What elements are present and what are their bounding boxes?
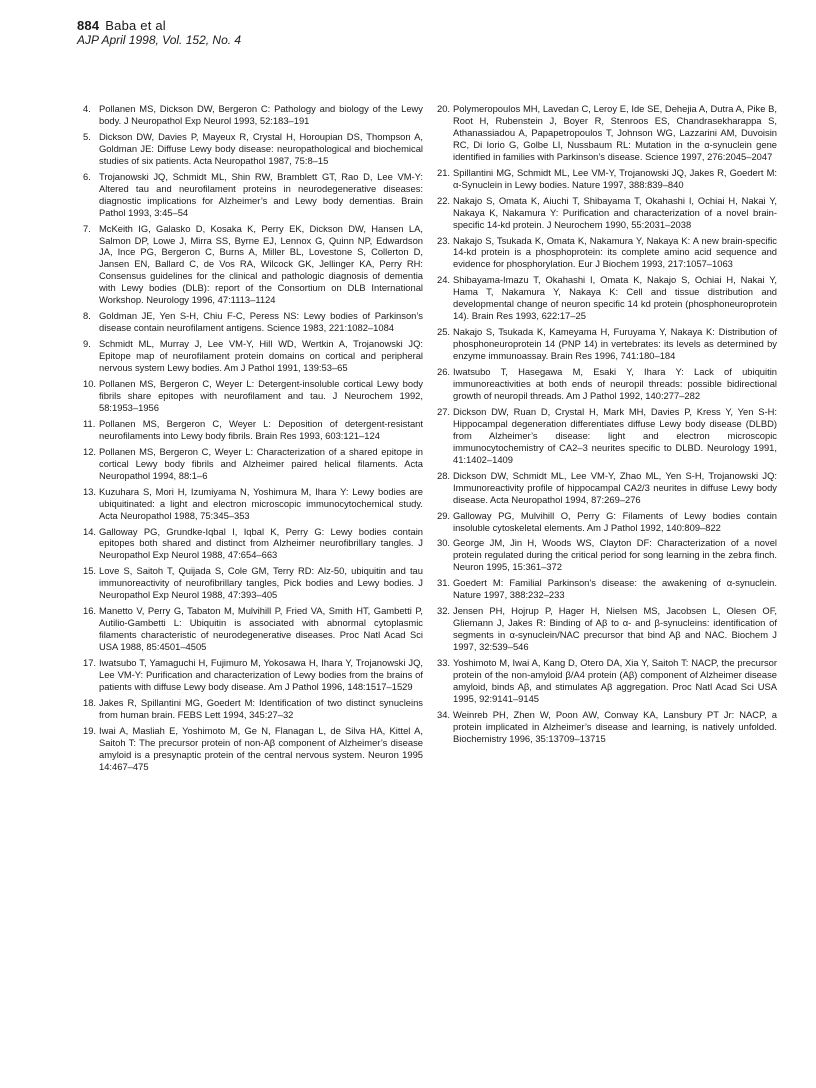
reference-number: 12. [83, 445, 97, 457]
reference-number: 11. [83, 417, 96, 429]
reference-number: 14. [83, 525, 97, 537]
reference-text: Dickson DW, Davies P, Mayeux R, Crystal H, Horoupian DS, Thompson A, Goldman JE: Diffuse Lewy body disease: neuropathological and biochemical studies of six patients. Acta Neuropathol 1987, 75:8–15 [99, 130, 423, 166]
reference-number: 34. [437, 708, 451, 720]
reference-item [83, 446, 423, 482]
reference-text: Pollanen MS, Dickson DW, Bergeron C: Pathology and biology of the Lewy body. J Neuropathol Exp Neurol 1993, 52:183–191 [99, 103, 423, 126]
reference-number: 19. [83, 724, 97, 736]
journal-citation: AJP April 1998, Vol. 152, No. 4 [77, 33, 242, 47]
reference-number: 10. [83, 378, 97, 390]
reference-number: 17. [83, 657, 97, 669]
reference-text: Nakajo S, Tsukada K, Kameyama H, Furuyama Y, Nakaya K: Distribution of phosphoneuroprotein 14 (PNP 14) in vertebrates: its levels as determined by enzyme immunoassay. Brain Res 1996, 741:180–184 [453, 326, 777, 362]
reference-text: Dickson DW, Schmidt ML, Lee VM-Y, Zhao ML, Yen S-H, Trojanowski JQ: Immunoreactivity profile of hippocampal CA2/3 neurites in diffuse Lewy body disease. Acta Neuropathol 1994, 87:269–276 [453, 469, 777, 505]
reference-number: 29. [437, 509, 451, 521]
reference-text: George JM, Jin H, Woods WS, Clayton DF: Characterization of a novel protein regulated during the critical period for song learning in the zebra finch. Neuron 1995, 15:361–372 [453, 537, 777, 573]
header-line [77, 19, 241, 33]
reference-number: 16. [83, 605, 97, 617]
reference-number: 28. [437, 469, 451, 481]
reference-item [83, 171, 423, 219]
page-number: 884 [77, 18, 100, 33]
reference-item [83, 725, 423, 773]
reference-number: 31. [437, 577, 451, 589]
reference-text: McKeith IG, Galasko D, Kosaka K, Perry EK, Dickson DW, Hansen LA, Salmon DP, Lowe J, Mirra SS, Byrne EJ, Lennox G, Quinn NP, Edwardson JA, Ince PG, Bergeron C, Burns A, Miller BL, Lovestone S, Collerton D, Jansen EN, Ballard C, de Vos RA, Wilcock GK, Jellinger KA, Perry RH: Consensus guidelines for the clinical and pathologic diagnosis of dementia with Lewy bodies (DLB): report of the Consortium on DLB International Workshop. Neurology 1996, 47:1113–1124 [99, 222, 423, 306]
reference-item [83, 131, 423, 167]
reference-text: Jakes R, Spillantini MG, Goedert M: Identification of two distinct synucleins from human brain. FEBS Lett 1994, 345:27–32 [99, 696, 423, 720]
reference-item [83, 486, 423, 522]
reference-column-left [83, 103, 423, 777]
reference-number: 6. [83, 170, 91, 182]
reference-item [437, 326, 777, 362]
reference-text: Iwatsubo T, Yamaguchi H, Fujimuro M, Yokosawa H, Ihara Y, Trojanowski JQ, Lee VM-Y: Purification and characterization of Lewy bodies from the brains of patients with diffuse Lewy body disease. Am J Pathol 1996, 148:1517–1529 [99, 657, 423, 692]
reference-item [437, 537, 777, 573]
reference-text: Jensen PH, Hojrup P, Hager H, Nielsen MS, Jacobsen L, Olesen OF, Gliemann J, Jakes R: Binding of Aβ to α- and β-synucleins: identification of segments in α-synuclein/NAC precursor that bind Aβ and NAC. Biochem J 1997, 32:539–546 [453, 605, 777, 653]
reference-item [83, 418, 423, 442]
reference-text: Pollanen MS, Bergeron C, Weyer L: Detergent-insoluble cortical Lewy body fibrils share epitopes with neurofilament and tau. J Neurochem 1992, 58:1953–1956 [99, 378, 423, 413]
reference-number: 25. [437, 326, 451, 338]
reference-number: 5. [83, 130, 91, 142]
reference-item [83, 223, 423, 307]
reference-number: 7. [83, 222, 91, 234]
reference-item [83, 103, 423, 127]
running-header [77, 19, 241, 47]
reference-text: Dickson DW, Ruan D, Crystal H, Mark MH, Davies P, Kress Y, Yen S-H: Hippocampal degeneration differentiates diffuse Lewy body disease (DLBD) from Alzheimer’s disease: light and electron microscopic immunocytochemistry of CA2–3 neurites specific to DLBD. Neurology 1991, 41:1402–1409 [453, 405, 777, 465]
header-authors: Baba et al [105, 18, 166, 33]
reference-text: Love S, Saitoh T, Quijada S, Cole GM, Terry RD: Alz-50, ubiquitin and tau immunoreactivity of neurofibrillary tangles, Pick bodies and Lewy bodies. J Neuropathol Exp Neurol 1988, 47:393–405 [99, 565, 423, 601]
reference-text: Goldman JE, Yen S-H, Chiu F-C, Peress NS: Lewy bodies of Parkinson’s disease contain neurofilament antigens. Science 1983, 221:1082–1084 [99, 310, 423, 334]
reference-number: 27. [437, 405, 451, 417]
reference-item [437, 366, 777, 402]
reference-number: 8. [83, 310, 91, 322]
reference-item [83, 378, 423, 414]
reference-text: Yoshimoto M, Iwai A, Kang D, Otero DA, Xia Y, Saitoh T: NACP, the precursor protein of the non-amyloid β/A4 protein (Aβ) component of Alzheimer disease amyloid, binds Aβ, and stimulates Aβ aggregation. Proc Natl Acad Sci USA 1995, 92:9141–9145 [453, 657, 777, 704]
reference-text: Schmidt ML, Murray J, Lee VM-Y, Hill WD, Wertkin A, Trojanowski JQ: Epitope map of neurofilament protein domains on cortical and peripheral nervous system Lewy bodies. Am J Pathol 1991, 139:53–65 [99, 338, 423, 374]
reference-item [437, 274, 777, 322]
reference-number: 22. [437, 194, 451, 206]
reference-text: Weinreb PH, Zhen W, Poon AW, Conway KA, Lansbury PT Jr: NACP, a protein implicated in Alzheimer’s disease and learning, is natively unfolded. Biochemistry 1996, 35:13709–13715 [453, 708, 777, 744]
reference-number: 32. [437, 605, 451, 617]
reference-number: 15. [83, 565, 97, 577]
reference-item [437, 605, 777, 653]
reference-column-right [437, 103, 777, 749]
reference-item [437, 103, 777, 163]
reference-text: Manetto V, Perry G, Tabaton M, Mulvihill P, Fried VA, Smith HT, Gambetti P, Autilio-Gambetti L: Ubiquitin is associated with abnormal cytoplasmic filaments characteristic of neurodegenerative diseases. Proc Natl Acad Sci USA 1988, 85:4501–4505 [99, 605, 423, 653]
reference-number: 9. [83, 338, 91, 350]
reference-text: Nakajo S, Tsukada K, Omata K, Nakamura Y, Nakaya K: A new brain-specific 14-kd protein is a phosphoprotein: its complete amino acid sequence and evidence for phosphorylation. Eur J Biochem 1993, 217:1057–1063 [453, 234, 777, 270]
reference-number: 21. [437, 166, 451, 178]
reference-text: Trojanowski JQ, Schmidt ML, Shin RW, Bramblett GT, Rao D, Lee VM-Y: Altered tau and neurofilament proteins in neurodegenerative diseases: diagnostic implications for Alzheimer’s and Lewy body dementias. Brain Pathol 1993, 3:45–54 [99, 170, 423, 218]
reference-item [437, 510, 777, 534]
reference-number: 24. [437, 274, 451, 286]
reference-number: 23. [437, 234, 451, 246]
reference-number: 30. [437, 537, 451, 549]
reference-text: Kuzuhara S, Mori H, Izumiyama N, Yoshimura M, Ihara Y: Lewy bodies are ubiquitinated: a light and electron microscopic immunocytochemical study. Acta Neuropathol 1988, 75:345–353 [99, 485, 423, 521]
reference-item [437, 709, 777, 745]
reference-item [437, 470, 777, 506]
reference-item [437, 195, 777, 231]
reference-item [83, 697, 423, 721]
reference-text: Polymeropoulos MH, Lavedan C, Leroy E, Ide SE, Dehejia A, Dutra A, Pike B, Root H, Rubenstein J, Boyer R, Stenroos ES, Chandrasekharappa S, Athanassiadou A, Papapetropoulos T, Johnson WG, Lazzarini AM, Duvoisin RC, Di Iorio G, Golbe LI, Nussbaum RL: Mutation in the α-synuclein gene identified in families with Parkinson’s disease. Science 1997, 276:2045–2047 [453, 103, 777, 162]
reference-item [83, 657, 423, 693]
reference-text: Galloway PG, Mulvihill O, Perry G: Filaments of Lewy bodies contain insoluble cytoskeletal elements. Am J Pathol 1992, 140:809–822 [453, 509, 777, 533]
reference-item [437, 577, 777, 601]
reference-number: 4. [83, 103, 91, 114]
reference-text: Goedert M: Familial Parkinson’s disease: the awakening of α-synuclein. Nature 1997, 388:232–233 [453, 577, 777, 601]
reference-item [83, 605, 423, 653]
reference-number: 33. [437, 657, 451, 669]
reference-number: 26. [437, 366, 451, 378]
reference-text: Shibayama-Imazu T, Okahashi I, Omata K, Nakajo S, Ochiai H, Nakai Y, Hama T, Nakamura Y, Nakaya K: Cell and tissue distribution and developmental change of neuron specific 14 kd protein (phosphoneuroprotein 14). Brain Res 1993, 622:17–25 [453, 274, 777, 322]
reference-item [83, 310, 423, 334]
reference-item [437, 406, 777, 466]
reference-text: Iwatsubo T, Hasegawa M, Esaki Y, Ihara Y: Lack of ubiquitin immunoreactivities at both ends of neuropil threads: possible bidirectional growth of neuropil threads. Am J Pathol 1992, 140:277–282 [453, 366, 777, 401]
reference-item [83, 526, 423, 562]
reference-number: 20. [437, 103, 451, 114]
reference-item [83, 565, 423, 601]
reference-text: Nakajo S, Omata K, Aiuchi T, Shibayama T, Okahashi I, Ochiai H, Nakai Y, Nakaya K, Nakamura Y: Purification and characterization of a novel brain-specific 14-kd protein. J Neurochem 1990, 55:2031–2038 [453, 194, 777, 230]
reference-text: Spillantini MG, Schmidt ML, Lee VM-Y, Trojanowski JQ, Jakes R, Goedert M: α-Synuclein in Lewy bodies. Nature 1997, 388:839–840 [453, 166, 777, 190]
reference-item [437, 167, 777, 191]
reference-text: Pollanen MS, Bergeron C, Weyer L: Characterization of a shared epitope in cortical Lewy body fibrils and Alzheimer paired helical filaments. Acta Neuropathol 1994, 88:1–6 [99, 445, 423, 481]
reference-item [437, 235, 777, 271]
reference-number: 13. [83, 485, 97, 497]
reference-text: Iwai A, Masliah E, Yoshimoto M, Ge N, Flanagan L, de Silva HA, Kittel A, Saitoh T: The precursor protein of non-Aβ component of Alzheimer’s disease amyloid is a presynaptic protein of the central nervous system. Neuron 1995 14:467–475 [99, 724, 423, 772]
reference-number: 18. [83, 696, 97, 708]
reference-text: Galloway PG, Grundke-Iqbal I, Iqbal K, Perry G: Lewy bodies contain epitopes both shared and distinct from Alzheimer neurofibrillary tangles. J Neuropathol Exp Neurol 1988, 47:654–663 [99, 525, 423, 561]
reference-text: Pollanen MS, Bergeron C, Weyer L: Deposition of detergent-resistant neurofilaments into Lewy body fibrils. Brain Res 1993, 603:121–124 [99, 417, 423, 441]
reference-item [437, 657, 777, 705]
reference-item [83, 338, 423, 374]
